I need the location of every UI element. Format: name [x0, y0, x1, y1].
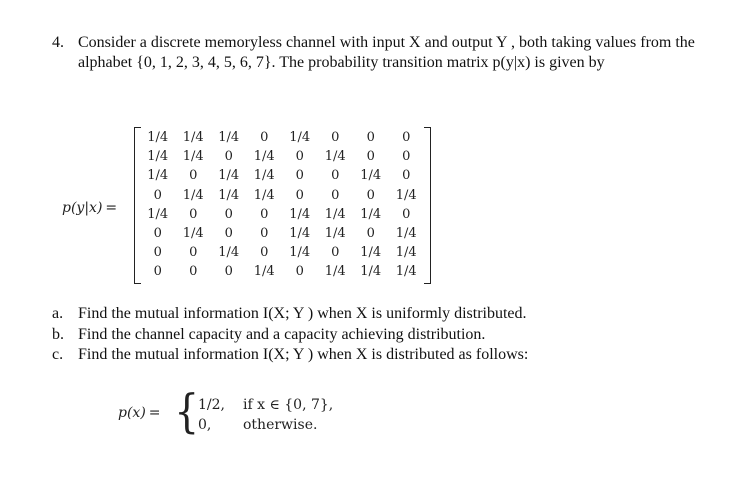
matrix-cell: 0 [402, 130, 411, 146]
matrix-cell: 1/4 [218, 130, 240, 146]
matrix-cell: 0 [189, 264, 198, 280]
matrix-cell: 0 [402, 149, 411, 165]
matrix-cell: 1/4 [360, 264, 382, 280]
matrix-cell: 0 [295, 168, 304, 184]
problem-statement: Consider a discrete memoryless channel with input X and output Y , both taking values from the alphabet {0, 1, 2, 3, 4, 5, 6, 7}. The probability transition matrix p(y|x) is given by [78, 34, 695, 71]
question-part [52, 325, 528, 346]
matrix-cell: 0 [366, 130, 375, 146]
part-text: Find the mutual information I(X; Y ) when X is distributed as follows: [78, 346, 529, 363]
matrix-row [140, 128, 424, 147]
matrix-cell: 0 [260, 206, 269, 222]
matrix-cell: 1/4 [218, 187, 240, 203]
matrix-equals: = [105, 200, 118, 216]
case-2-value: 0, [198, 417, 212, 433]
matrix-cell: 1/4 [395, 264, 417, 280]
matrix-cell: 0 [153, 187, 162, 203]
matrix-cell: 1/4 [147, 168, 169, 184]
matrix-cell: 0 [295, 187, 304, 203]
matrix-cell: 0 [366, 226, 375, 242]
matrix-cell: 0 [224, 206, 233, 222]
matrix-cell: 1/4 [253, 149, 275, 165]
distribution-label [118, 405, 161, 421]
matrix-cell: 1/4 [218, 168, 240, 184]
problem-number: 4. [52, 34, 64, 51]
matrix-cell: 1/4 [360, 245, 382, 261]
matrix-cell: 0 [402, 206, 411, 222]
part-letter: a. [52, 305, 64, 322]
matrix-cell: 0 [260, 130, 269, 146]
matrix-cell: 1/4 [289, 245, 311, 261]
case-1-condition: if x ∈ {0, 7}, [243, 397, 334, 413]
matrix-row [140, 262, 424, 281]
matrix-cell: 1/4 [324, 264, 346, 280]
matrix-row [140, 186, 424, 205]
matrix-row [140, 205, 424, 224]
matrix-cell: 1/4 [360, 168, 382, 184]
matrix-cell: 1/4 [324, 226, 346, 242]
question-parts [52, 304, 528, 366]
matrix-cell: 1/4 [324, 206, 346, 222]
matrix-row [140, 147, 424, 166]
matrix-label [62, 200, 117, 216]
matrix-cell: 0 [331, 245, 340, 261]
matrix-row [140, 166, 424, 185]
distribution-brace: { [174, 384, 200, 438]
part-text: Find the mutual information I(X; Y ) when X is uniformly distributed. [78, 305, 527, 322]
matrix-cell: 1/4 [253, 187, 275, 203]
matrix-cell: 1/4 [182, 149, 204, 165]
matrix-cell: 0 [402, 168, 411, 184]
matrix-cell: 1/4 [395, 226, 417, 242]
matrix-label-text: p(y|x) [62, 200, 103, 216]
matrix-cell: 1/4 [147, 130, 169, 146]
distribution-equals: = [148, 405, 161, 421]
matrix-cell: 1/4 [253, 264, 275, 280]
matrix-cell: 0 [224, 264, 233, 280]
matrix-cell: 0 [260, 245, 269, 261]
matrix-cell: 1/4 [360, 206, 382, 222]
matrix-cell: 0 [366, 187, 375, 203]
distribution-label-text: p(x) [118, 405, 146, 421]
question-part [52, 345, 528, 366]
matrix-cell: 1/4 [218, 245, 240, 261]
matrix-cell: 1/4 [182, 130, 204, 146]
question-part [52, 304, 528, 325]
part-text: Find the channel capacity and a capacity achieving distribution. [78, 325, 486, 343]
matrix-cell: 1/4 [147, 206, 169, 222]
matrix-cell: 0 [189, 168, 198, 184]
matrix-cell: 0 [331, 168, 340, 184]
matrix-row [140, 243, 424, 262]
matrix-cell: 0 [153, 245, 162, 261]
matrix-row [140, 224, 424, 243]
matrix-cell: 1/4 [289, 130, 311, 146]
matrix-cell: 1/4 [395, 245, 417, 261]
matrix-cell: 0 [295, 264, 304, 280]
case-1-value: 1/2, [198, 397, 225, 413]
matrix-cell: 1/4 [324, 149, 346, 165]
matrix-cell: 0 [153, 264, 162, 280]
matrix-cell: 0 [295, 149, 304, 165]
matrix-cell: 1/4 [253, 168, 275, 184]
matrix-cell: 0 [331, 130, 340, 146]
matrix-cell: 0 [189, 206, 198, 222]
matrix-cell: 0 [331, 187, 340, 203]
part-letter: b. [52, 325, 64, 343]
matrix-cell: 0 [224, 226, 233, 242]
matrix-cell: 1/4 [182, 226, 204, 242]
matrix-cell: 0 [224, 149, 233, 165]
matrix-cell: 0 [189, 245, 198, 261]
case-2-condition: otherwise. [243, 417, 318, 433]
matrix-cell: 1/4 [147, 149, 169, 165]
matrix-cell: 0 [153, 226, 162, 242]
matrix-cell: 0 [260, 226, 269, 242]
matrix-cell: 1/4 [289, 226, 311, 242]
part-letter: c. [52, 346, 64, 363]
matrix-right-bracket [424, 127, 431, 284]
transition-matrix [140, 128, 424, 282]
matrix-cell: 1/4 [182, 187, 204, 203]
matrix-cell: 1/4 [395, 187, 417, 203]
matrix-cell: 0 [366, 149, 375, 165]
matrix-cell: 1/4 [289, 206, 311, 222]
